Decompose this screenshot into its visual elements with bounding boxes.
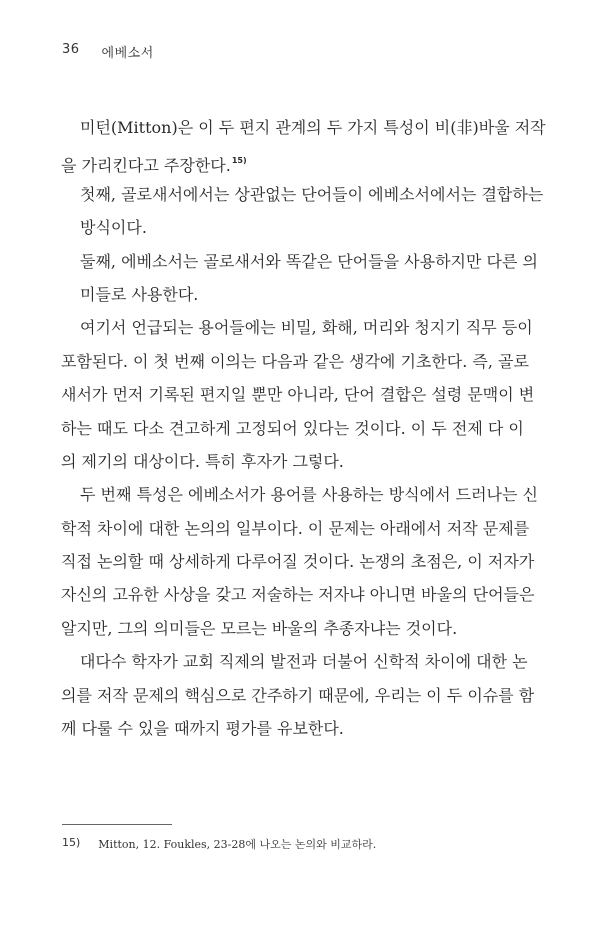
running-title: 에베소서	[101, 46, 154, 61]
text-line: 두 번째 특성은 에베소서가 용어를 사용하는 방식에서 드러나는 신	[80, 485, 539, 505]
footnote-reference[interactable]: 15)	[231, 156, 247, 166]
text-line: 여기서 언급되는 용어들에는 비밀, 화해, 머리와 청지기 직무 등이	[80, 318, 533, 338]
text-line: 을 가리킨다고 주장한다.$^{15)}$	[61, 156, 247, 176]
page-header	[62, 42, 154, 61]
footnote-text: Mitton, 12. Foukles, 23-28에 나오는 논의와 비교하라.	[98, 838, 377, 851]
footnote-divider	[62, 824, 172, 825]
footnote	[62, 836, 376, 852]
text-line: 둘째, 에베소서는 골로새서와 똑같은 단어들을 사용하지만 다른 의	[80, 251, 539, 271]
page-number: 36	[62, 42, 80, 57]
text-line: 알지만, 그의 의미들은 모르는 바울의 추종자냐는 것이다.	[61, 618, 458, 638]
text-line: 새서가 먼저 기록된 편지일 뿐만 아니라, 단어 결합은 설령 문맥이 변	[61, 385, 535, 405]
text-line: 미턴(Mitton)은 이 두 편지 관계의 두 가지 특성이 비(非)바울 저작	[80, 118, 546, 137]
text-line: 의를 저작 문제의 핵심으로 간주하기 때문에, 우리는 이 두 이슈를 함	[61, 685, 535, 705]
text-line: 의 제기의 대상이다. 특히 후자가 그렇다.	[61, 451, 344, 471]
text-line: 께 다룰 수 있을 때까지 평가를 유보한다.	[61, 719, 344, 739]
text-line: 첫째, 골로새서에서는 상관없는 단어들이 에베소서에서는 결합하는	[80, 184, 544, 204]
text-line: 학적 차이에 대한 논의의 일부이다. 이 문제는 아래에서 저작 문제를	[61, 518, 530, 538]
text-line: 하는 때도 다소 견고하게 고정되어 있다는 것이다. 이 두 전제 다 이	[61, 418, 524, 438]
text-line: 자신의 고유한 사상을 갖고 저술하는 저자냐 아니면 바울의 단어들은	[61, 585, 535, 605]
body-text	[61, 111, 546, 745]
footnote-number: 15)	[62, 836, 81, 849]
text-line: 대다수 학자가 교회 직제의 발전과 더불어 신학적 차이에 대한 논	[80, 652, 528, 672]
text-line: 포함된다. 이 첫 번째 이의는 다음과 같은 생각에 기초한다. 즉, 골로	[61, 351, 529, 371]
text-line: 미들로 사용한다.	[80, 284, 199, 304]
text-line: 직접 논의할 때 상세하게 다루어질 것이다. 논쟁의 초점은, 이 저자가	[61, 552, 535, 572]
text-line: 방식이다.	[80, 218, 147, 238]
